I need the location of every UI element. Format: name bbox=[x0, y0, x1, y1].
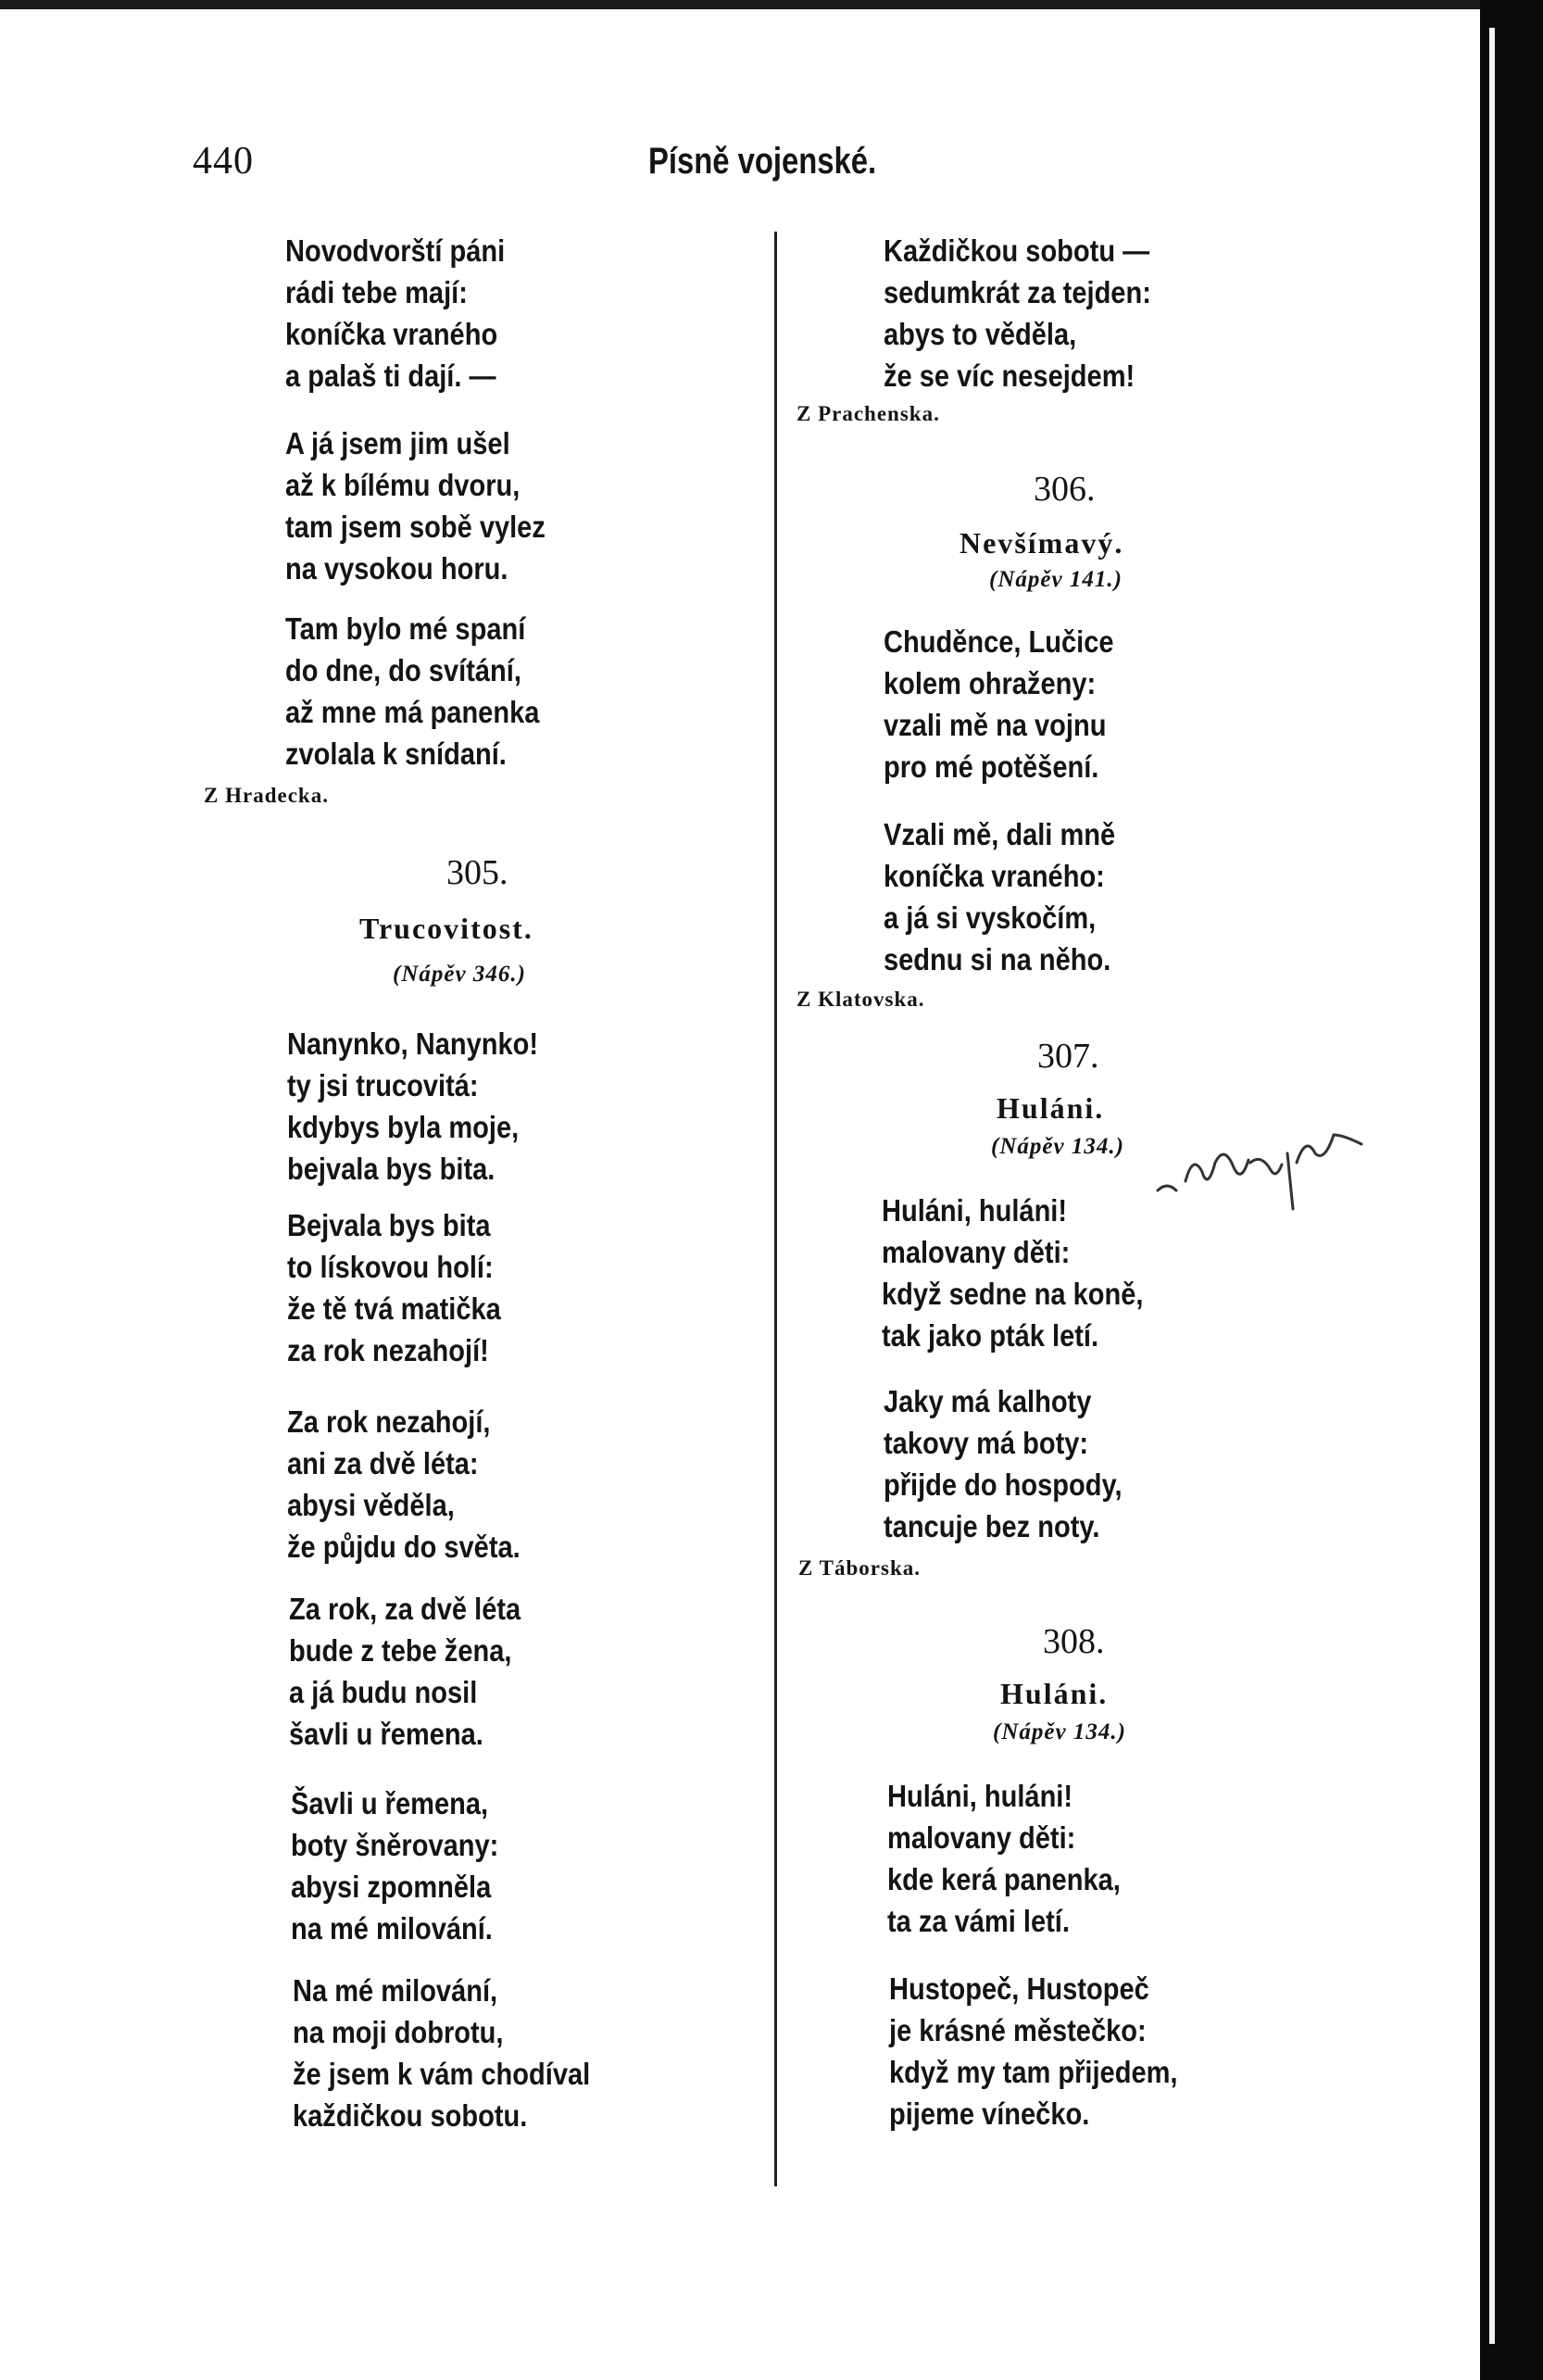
verse-line: Tam bylo mé spaní bbox=[285, 611, 526, 646]
verse-line: pro mé potěšení. bbox=[884, 749, 1099, 784]
stanza bbox=[285, 230, 535, 397]
scan-right-edge bbox=[1480, 0, 1543, 2380]
verse-line: kolem ohraženy: bbox=[884, 666, 1097, 700]
verse-line: přijde do hospody, bbox=[884, 1467, 1123, 1502]
song-title: Trucovitost. bbox=[359, 912, 533, 945]
verse-line: koníčka vraného: bbox=[884, 859, 1105, 893]
verse-line: Každičkou sobotu — bbox=[884, 233, 1150, 268]
verse-line: vzali mě na vojnu bbox=[884, 708, 1107, 742]
stanza bbox=[884, 813, 1147, 980]
page-number: 440 bbox=[193, 140, 254, 183]
stanza bbox=[882, 1190, 1179, 1356]
verse-line: až k bílému dvoru, bbox=[285, 468, 521, 502]
melody-reference: (Nápěv 346.) bbox=[393, 962, 526, 987]
source-note: Z Táborska. bbox=[798, 1556, 922, 1580]
verse-line: malovany děti: bbox=[887, 1820, 1076, 1855]
verse-line: když my tam přijedem, bbox=[889, 2055, 1178, 2089]
scan-top-edge bbox=[0, 0, 1480, 9]
verse-line: Na mé milování, bbox=[293, 1973, 498, 2008]
verse-line: ty jsi trucovitá: bbox=[287, 1068, 479, 1102]
verse-line: abysi věděla, bbox=[287, 1488, 455, 1522]
verse-line: abys to věděla, bbox=[884, 317, 1077, 351]
verse-line: boty šněrovany: bbox=[291, 1828, 499, 1862]
verse-line: a já budu nosil bbox=[289, 1675, 478, 1709]
melody-reference: (Nápěv 134.) bbox=[993, 1719, 1126, 1744]
stanza bbox=[287, 1204, 530, 1371]
verse-line: Šavli u řemena, bbox=[291, 1786, 489, 1820]
source-note: Z Prachenska. bbox=[797, 402, 940, 425]
stanza bbox=[289, 1588, 552, 1755]
verse-line: abysi zpomněla bbox=[291, 1870, 492, 1904]
verse-line: rádi tebe mají: bbox=[285, 275, 468, 309]
verse-line: kdybys byla moje, bbox=[287, 1110, 520, 1144]
verse-line: zvolala k snídaní. bbox=[285, 737, 507, 771]
verse-line: bejvala bys bita. bbox=[287, 1152, 496, 1186]
verse-line: malovany děti: bbox=[882, 1235, 1071, 1269]
song-number: 307. bbox=[1037, 1037, 1099, 1076]
stanza bbox=[287, 1023, 572, 1190]
verse-line: na moji dobrotu, bbox=[293, 2015, 504, 2049]
verse-line: že se víc nesejdem! bbox=[884, 359, 1135, 393]
verse-line: když sedne na koně, bbox=[882, 1277, 1144, 1311]
stanza bbox=[291, 1782, 527, 1949]
verse-line: ani za dvě léta: bbox=[287, 1446, 479, 1480]
verse-line: Jaky má kalhoty bbox=[884, 1384, 1092, 1418]
source-note: Z Klatovska. bbox=[797, 988, 925, 1011]
verse-line: ta za vámi letí. bbox=[887, 1904, 1070, 1938]
stanza bbox=[285, 422, 581, 589]
verse-line: sednu si na něho. bbox=[884, 942, 1111, 976]
verse-line: že jsem k vám chodíval bbox=[293, 2057, 591, 2091]
stanza bbox=[287, 1401, 552, 1568]
verse-line: kde kerá panenka, bbox=[887, 1862, 1121, 1896]
stanza bbox=[293, 1970, 631, 2136]
running-title: Písně vojenské. bbox=[648, 141, 877, 182]
verse-line: bude z tebe žena, bbox=[289, 1633, 512, 1668]
verse-line: tak jako pták letí. bbox=[882, 1318, 1099, 1353]
verse-line: A já jsem jim ušel bbox=[285, 426, 510, 460]
verse-line: Chuděnce, Lučice bbox=[884, 624, 1114, 659]
stanza bbox=[285, 608, 574, 774]
stanza bbox=[884, 230, 1187, 397]
verse-line: do dne, do svítání, bbox=[285, 653, 521, 687]
verse-line: takovy má boty: bbox=[884, 1426, 1089, 1460]
song-number: 306. bbox=[1034, 470, 1096, 509]
song-title: Nevšímavý. bbox=[960, 526, 1124, 560]
melody-reference: (Nápěv 134.) bbox=[991, 1134, 1124, 1159]
verse-line: za rok nezahojí! bbox=[287, 1333, 489, 1367]
verse-line: na mé milování. bbox=[291, 1911, 493, 1946]
column-divider bbox=[774, 232, 777, 2186]
source-note: Z Hradecka. bbox=[204, 784, 329, 807]
verse-line: a já si vyskočím, bbox=[884, 900, 1097, 935]
verse-line: tancuje bez noty. bbox=[884, 1509, 1100, 1543]
song-title: Huláni. bbox=[1000, 1677, 1109, 1710]
stanza bbox=[889, 1968, 1217, 2134]
verse-line: pijeme vínečko. bbox=[889, 2097, 1090, 2131]
song-title: Huláni. bbox=[997, 1091, 1105, 1125]
verse-line: Huláni, huláni! bbox=[882, 1193, 1068, 1228]
song-number: 305. bbox=[446, 853, 508, 892]
handwritten-annotation bbox=[1148, 1126, 1380, 1228]
verse-line: že půjdu do světa. bbox=[287, 1530, 521, 1564]
verse-line: Za rok nezahojí, bbox=[287, 1404, 491, 1439]
stanza bbox=[884, 1380, 1155, 1547]
verse-line: Vzali mě, dali mně bbox=[884, 817, 1116, 851]
melody-reference: (Nápěv 141.) bbox=[989, 567, 1123, 592]
verse-line: Za rok, za dvě léta bbox=[289, 1592, 521, 1626]
verse-line: Hustopeč, Hustopeč bbox=[889, 1971, 1149, 2006]
verse-line: Bejvala bys bita bbox=[287, 1208, 491, 1242]
stanza bbox=[884, 621, 1145, 787]
verse-line: šavli u řemena. bbox=[289, 1717, 483, 1751]
verse-line: koníčka vraného bbox=[285, 317, 498, 351]
verse-line: až mne má panenka bbox=[285, 695, 540, 729]
verse-line: každičkou sobotu. bbox=[293, 2098, 528, 2133]
verse-line: že tě tvá matička bbox=[287, 1291, 501, 1326]
stanza bbox=[887, 1775, 1152, 1942]
verse-line: Novodvorští páni bbox=[285, 233, 506, 268]
verse-line: je krásné městečko: bbox=[889, 2013, 1147, 2047]
verse-line: tam jsem sobě vylez bbox=[285, 510, 546, 544]
verse-line: sedumkrát za tejden: bbox=[884, 275, 1151, 309]
verse-line: Huláni, huláni! bbox=[887, 1779, 1073, 1813]
verse-line: Nanynko, Nanynko! bbox=[287, 1026, 539, 1061]
verse-line: na vysokou horu. bbox=[285, 551, 508, 586]
song-number: 308. bbox=[1043, 1622, 1105, 1661]
verse-line: a palaš ti dají. — bbox=[285, 359, 496, 393]
verse-line: to lískovou holí: bbox=[287, 1250, 494, 1284]
